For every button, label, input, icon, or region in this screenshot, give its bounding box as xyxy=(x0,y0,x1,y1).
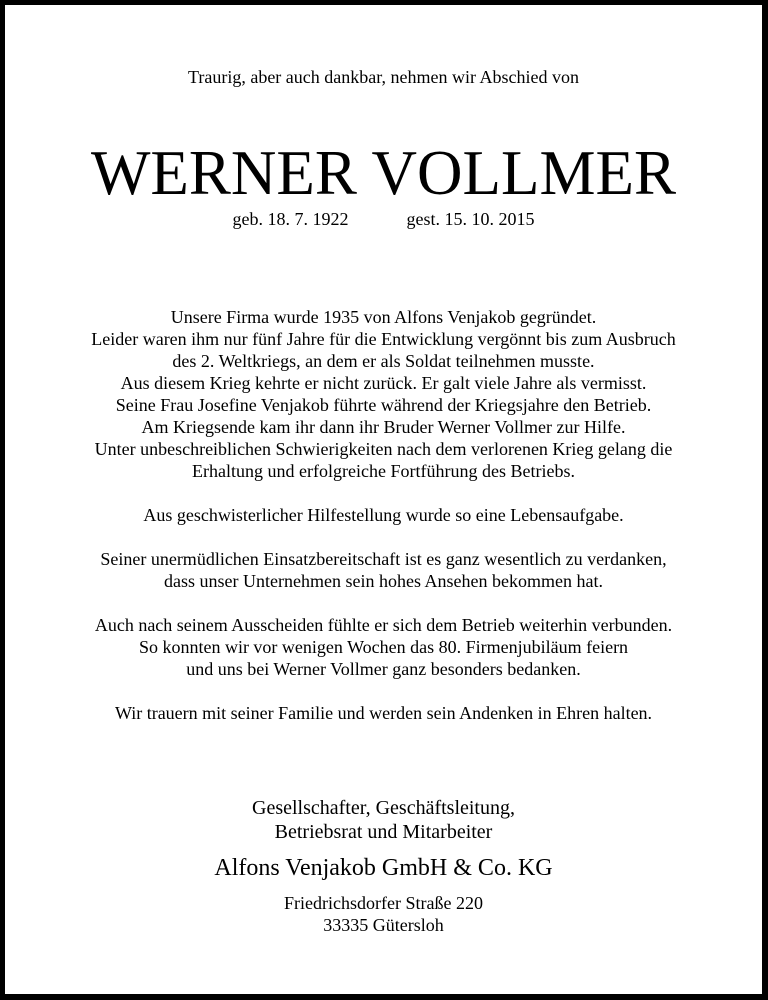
text-line: Seine Frau Josefine Venjakob führte während der Kriegsjahre den Betrieb. xyxy=(115,395,652,415)
street-address: Friedrichsdorfer Straße 220 xyxy=(284,893,483,913)
notice-body xyxy=(5,306,762,746)
company-name: Alfons Venjakob GmbH & Co. KG xyxy=(214,855,553,881)
city-address: 33335 Gütersloh xyxy=(323,915,444,935)
paragraph-life-task xyxy=(5,504,762,526)
text-line: Auch nach seinem Ausscheiden fühlte er sich dem Betrieb weiterhin verbunden. xyxy=(94,615,673,635)
text-line: Leider waren ihm nur fünf Jahre für die Entwicklung vergönnt bis zum Ausbruch xyxy=(91,329,676,349)
deceased-name: WERNER VOLLMER xyxy=(90,138,677,208)
text-line: Wir trauern mit seiner Familie und werden sein Andenken in Ehren halten. xyxy=(114,703,653,723)
signatory-group xyxy=(5,796,762,844)
life-dates xyxy=(5,208,762,230)
paragraph-mourning xyxy=(5,702,762,724)
signatory-line: Gesellschafter, Geschäftsleitung, xyxy=(252,797,515,819)
paragraph-dedication xyxy=(5,548,762,592)
text-line: des 2. Weltkriegs, an dem er als Soldat teilnehmen musste. xyxy=(172,351,595,371)
obituary-notice xyxy=(5,5,762,994)
text-line: So konnten wir vor wenigen Wochen das 80. Firmenjubiläum feiern xyxy=(138,637,629,657)
signatory-line: Betriebsrat und Mitarbeiter xyxy=(274,821,493,843)
text-line: Erhaltung und erfolgreiche Fortführung des Betriebs. xyxy=(192,461,575,481)
text-line: Unter unbeschreiblichen Schwierigkeiten nach dem verlorenen Krieg gelang die xyxy=(94,439,673,459)
text-line: Unsere Firma wurde 1935 von Alfons Venjakob gegründet. xyxy=(170,307,597,327)
intro-text: Traurig, aber auch dankbar, nehmen wir Abschied von xyxy=(187,67,579,87)
paragraph-history xyxy=(5,306,762,482)
text-line: Aus geschwisterlicher Hilfestellung wurde so eine Lebensaufgabe. xyxy=(143,505,624,525)
text-line: Aus diesem Krieg kehrte er nicht zurück. Er galt viele Jahre als vermisst. xyxy=(120,373,647,393)
death-date: gest. 15. 10. 2015 xyxy=(406,209,535,229)
text-line: dass unser Unternehmen sein hohes Ansehen bekommen hat. xyxy=(164,571,603,591)
text-line: Am Kriegsende kam ihr dann ihr Bruder Werner Vollmer zur Hilfe. xyxy=(141,417,626,437)
text-line: und uns bei Werner Vollmer ganz besonders bedanken. xyxy=(186,659,581,679)
company-address xyxy=(5,892,762,936)
birth-date: geb. 18. 7. 1922 xyxy=(232,209,349,229)
paragraph-anniversary xyxy=(5,614,762,680)
text-line: Seiner unermüdlichen Einsatzbereitschaft ist es ganz wesentlich zu verdanken, xyxy=(100,549,667,569)
